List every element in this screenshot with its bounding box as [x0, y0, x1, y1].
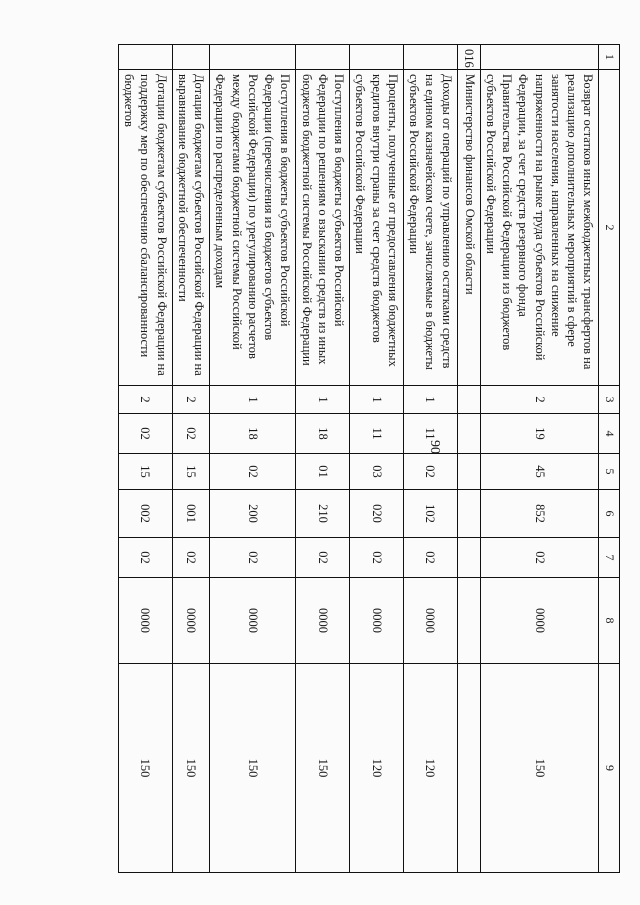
- description-cell: Проценты, полученные от предоставления бюджетных кредитов внутри страны за счет средств бюджетов субъектов Российской Федерации: [350, 70, 404, 386]
- description-cell: Доходы от операций по управлению остатками средств на едином казначейском счете, зачисляемые в бюджеты субъектов Российской Федерации: [403, 70, 457, 386]
- description-cell: Дотации бюджетам субъектов Российской Федерации на выравнивание бюджетной обеспеченности: [172, 70, 210, 386]
- admin-code-cell: [172, 45, 210, 70]
- code-cell: 150: [118, 664, 172, 873]
- table-wrapper: [38, 44, 620, 872]
- code-cell: 102: [403, 490, 457, 538]
- code-cell: 001: [172, 490, 210, 538]
- ministry-name-cell: Министерство финансов Омской области: [457, 70, 480, 386]
- code-cell: 1: [296, 386, 350, 414]
- column-header: 5: [599, 454, 620, 490]
- code-cell: 02: [118, 414, 172, 454]
- code-cell: 1: [350, 386, 404, 414]
- code-cell: 02: [480, 538, 599, 578]
- code-cell: 0000: [210, 578, 296, 664]
- admin-code-cell: [403, 45, 457, 70]
- code-cell: 0000: [403, 578, 457, 664]
- code-cell: 120: [403, 664, 457, 873]
- code-cell: [457, 454, 480, 490]
- code-cell: 2: [118, 386, 172, 414]
- admin-code-cell: [210, 45, 296, 70]
- code-cell: 02: [403, 538, 457, 578]
- code-cell: 0000: [118, 578, 172, 664]
- rotated-table-container: [38, 44, 620, 872]
- code-cell: [457, 578, 480, 664]
- table-row: [296, 45, 350, 873]
- code-cell: 02: [210, 538, 296, 578]
- code-cell: 02: [403, 454, 457, 490]
- header-row: [599, 45, 620, 873]
- table-row: [118, 45, 172, 873]
- admin-code-cell: 016: [457, 45, 480, 70]
- table-row: [480, 45, 599, 873]
- column-header: 6: [599, 490, 620, 538]
- column-header: 3: [599, 386, 620, 414]
- code-cell: 0000: [480, 578, 599, 664]
- ministry-row: [457, 45, 480, 873]
- code-cell: 2: [480, 386, 599, 414]
- column-header: 4: [599, 414, 620, 454]
- code-cell: 0000: [172, 578, 210, 664]
- code-cell: 0000: [296, 578, 350, 664]
- table-row: [403, 45, 457, 873]
- code-cell: [457, 414, 480, 454]
- admin-code-cell: [350, 45, 404, 70]
- code-cell: 02: [172, 414, 210, 454]
- code-cell: 19: [480, 414, 599, 454]
- code-cell: [457, 490, 480, 538]
- code-cell: 18: [210, 414, 296, 454]
- page-number: 90: [427, 440, 442, 454]
- table-row: [350, 45, 404, 873]
- code-cell: 01: [296, 454, 350, 490]
- code-cell: 15: [172, 454, 210, 490]
- column-header: 1: [599, 45, 620, 70]
- table-row: [172, 45, 210, 873]
- code-cell: 02: [172, 538, 210, 578]
- table-row: [210, 45, 296, 873]
- code-cell: 15: [118, 454, 172, 490]
- code-cell: 18: [296, 414, 350, 454]
- code-cell: 1: [403, 386, 457, 414]
- column-header: 9: [599, 664, 620, 873]
- description-cell: Дотации бюджетам субъектов Российской Федерации на поддержку мер по обеспечению сбалансированности бюджетов: [118, 70, 172, 386]
- column-header: 2: [599, 70, 620, 386]
- code-cell: 11: [350, 414, 404, 454]
- code-cell: 852: [480, 490, 599, 538]
- code-cell: 02: [350, 538, 404, 578]
- code-cell: 150: [172, 664, 210, 873]
- budget-classification-table: [118, 44, 620, 873]
- code-cell: 002: [118, 490, 172, 538]
- description-cell: Поступления в бюджеты субъектов Российской Федерации (перечисления из бюджетов субъектов Российской Федерации) по урегулированию расчетов между бюджетами бюджетной системы Российской Федерации по распределенным доходам: [210, 70, 296, 386]
- admin-code-cell: [480, 45, 599, 70]
- code-cell: 02: [296, 538, 350, 578]
- code-cell: 200: [210, 490, 296, 538]
- code-cell: 03: [350, 454, 404, 490]
- column-header: 8: [599, 578, 620, 664]
- description-cell: Поступления в бюджеты субъектов Российской Федерации по решениям о взыскании средств из иных бюджетов бюджетной системы Российской Федерации: [296, 70, 350, 386]
- description-cell: Возврат остатков иных межбюджетных трансфертов на реализацию дополнительных мероприятий в сфере занятости населения, направленных на снижение напряженности на рынке труда субъектов Российской Федерации, за счет средств резервного фонда Правительства Российской Федерации из бюджетов субъектов Российской Федерации: [480, 70, 599, 386]
- code-cell: [457, 538, 480, 578]
- admin-code-cell: [118, 45, 172, 70]
- code-cell: 2: [172, 386, 210, 414]
- code-cell: 11: [403, 414, 457, 454]
- code-cell: 150: [210, 664, 296, 873]
- column-header: 7: [599, 538, 620, 578]
- code-cell: 120: [350, 664, 404, 873]
- code-cell: [457, 664, 480, 873]
- code-cell: 150: [296, 664, 350, 873]
- code-cell: 210: [296, 490, 350, 538]
- code-cell: 45: [480, 454, 599, 490]
- code-cell: 1: [210, 386, 296, 414]
- code-cell: [457, 386, 480, 414]
- code-cell: 0000: [350, 578, 404, 664]
- code-cell: 020: [350, 490, 404, 538]
- code-cell: 02: [210, 454, 296, 490]
- code-cell: 02: [118, 538, 172, 578]
- admin-code-cell: [296, 45, 350, 70]
- code-cell: 150: [480, 664, 599, 873]
